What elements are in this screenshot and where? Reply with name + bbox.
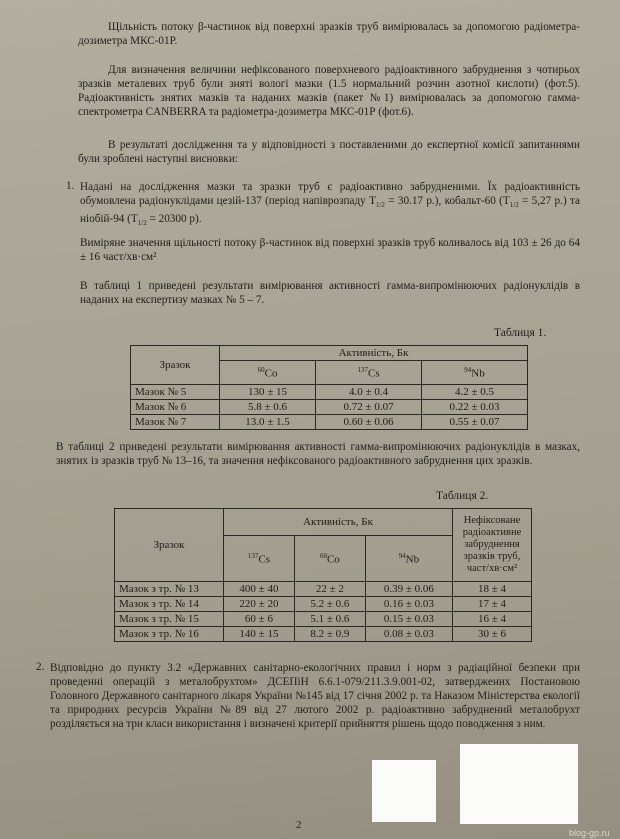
table-row: Мазок з тр. № 13 400 ± 40 22 ± 2 0.39 ± 0.06 18 ± 4: [115, 582, 532, 597]
table-1-caption: Таблиця 1.: [494, 327, 547, 339]
redaction-box-right: [460, 744, 578, 824]
table-1-header-sample: Зразок: [131, 346, 220, 385]
item-1-paragraph-4: В таблиці 2 приведені результати вимірювання активності гамма-випромінюючих радіонуклідів в мазках, знятих із зразків труб № 13–16, та значення нефіксованого радіоактивного забруднення цих зразків.: [56, 441, 580, 467]
table-1-isotope: $^{94}$Nb: [422, 361, 528, 385]
page-number: 2: [296, 819, 302, 831]
table-2-isotope: $^{137}$Cs: [224, 536, 295, 582]
table-1-isotope: $^{60}$Co: [220, 361, 316, 385]
conclusion-item-2: [36, 661, 580, 731]
paragraph-3: В результаті дослідження та у відповідності з поставленими до експертної комісії запитаннями були зроблені наступні висновки:: [78, 139, 580, 165]
table-row: Мазок № 5 130 ± 15 4.0 ± 0.4 4.2 ± 0.5: [131, 385, 528, 400]
table-row: Мазок з тр. № 14 220 ± 20 5.2 ± 0.6 0.16 ± 0.03 17 ± 4: [115, 597, 532, 612]
paragraph-2: Для визначення величини нефіксованого поверхневого радіоактивного забруднення з чотирьох зразків металевих труб були зняті вологі мазки (1.5 нормальний розчин азотної кислоти) (фот.5). Радіоактивність знятих мазків та наданих мазків (пакет №1) вимірювалась за допомогою гамма-спектрометра CANBERRA та радіометра-дозиметра МКС-01Р (фот.6).: [78, 64, 580, 118]
table-row: Мазок № 7 13.0 ± 1.5 0.60 ± 0.06 0.55 ± 0.07: [131, 415, 528, 430]
redaction-box-left: [372, 760, 436, 822]
table-2-isotope: $^{60}$Co: [294, 536, 365, 582]
paragraph-1: Щільність потоку β-частинок від поверхні зразків труб вимірювалась за допомогою радіометра-дозиметра МКС-01Р.: [78, 21, 580, 47]
conclusion-item-1: [66, 180, 580, 230]
watermark: blog-gp.ru: [569, 828, 610, 838]
table-1: [130, 345, 528, 430]
table-2-caption: Таблиця 2.: [436, 490, 489, 502]
item-2-number: 2.: [36, 661, 45, 673]
item-1-number: 1.: [66, 180, 75, 192]
item-1-paragraph-2: Виміряне значення щільності потоку β-частинок від поверхні зразків труб коливалось від 103 ± 26 до 64 ± 16 част/хв·см²: [80, 237, 580, 263]
table-2-header-contamination: Нефіксоване радіоактивне забруднення зразків труб, част/хв·см²: [453, 509, 532, 582]
table-row: Мазок з тр. № 15 60 ± 6 5.1 ± 0.6 0.15 ± 0.03 16 ± 4: [115, 612, 532, 627]
table-row: Мазок з тр. № 16 140 ± 15 8.2 ± 0.9 0.08 ± 0.03 30 ± 6: [115, 627, 532, 642]
item-2-text: Відповідно до пункту 3.2 «Державних санітарно-екологічних правил і норм з радіаційної безпеки при проведенні операцій з металобрухтом» ДСЕПіН 6.6.1-079/211.3.9.001-02, затверджених Постановою Головного Державного санітарного лікаря України №145 від 17 січня 2002 р. та Наказом Міністерства екології та природних ресурсів України №89 від 27 лютого 2002 р. радіоактивно забруднений металобрухт розділяється на три класи використання і визначені критерії прийняття рішень щодо поводження з ним.: [50, 662, 580, 730]
table-1-isotope: $^{137}$Cs: [316, 361, 422, 385]
item-1-text: Надані на дослідження мазки та зразки труб є радіоактивно забрудненими. Їх радіоактивність обумовлена радіонуклідами цезій-137 (період напіврозпаду $T_{1/2} = 30.17$ р.), кобальт-60 ($T_{1/2} = 5,27$ р.) та ніобій-94 ($T_{1/2} = 20300$ р).: [80, 181, 580, 228]
table-2-header-activity: Активність, Бк: [224, 509, 453, 536]
table-2-header-sample: Зразок: [115, 509, 224, 582]
table-row: Мазок № 6 5.8 ± 0.6 0.72 ± 0.07 0.22 ± 0.03: [131, 400, 528, 415]
table-2: [114, 508, 532, 642]
table-2-isotope: $^{94}$Nb: [365, 536, 452, 582]
table-1-header-activity: Активність, Бк: [220, 346, 528, 361]
item-1-paragraph-3: В таблиці 1 приведені результати вимірювання активності гамма-випромінюючих радіонуклідів в наданих на експертизу мазках № 5 – 7.: [80, 280, 580, 306]
